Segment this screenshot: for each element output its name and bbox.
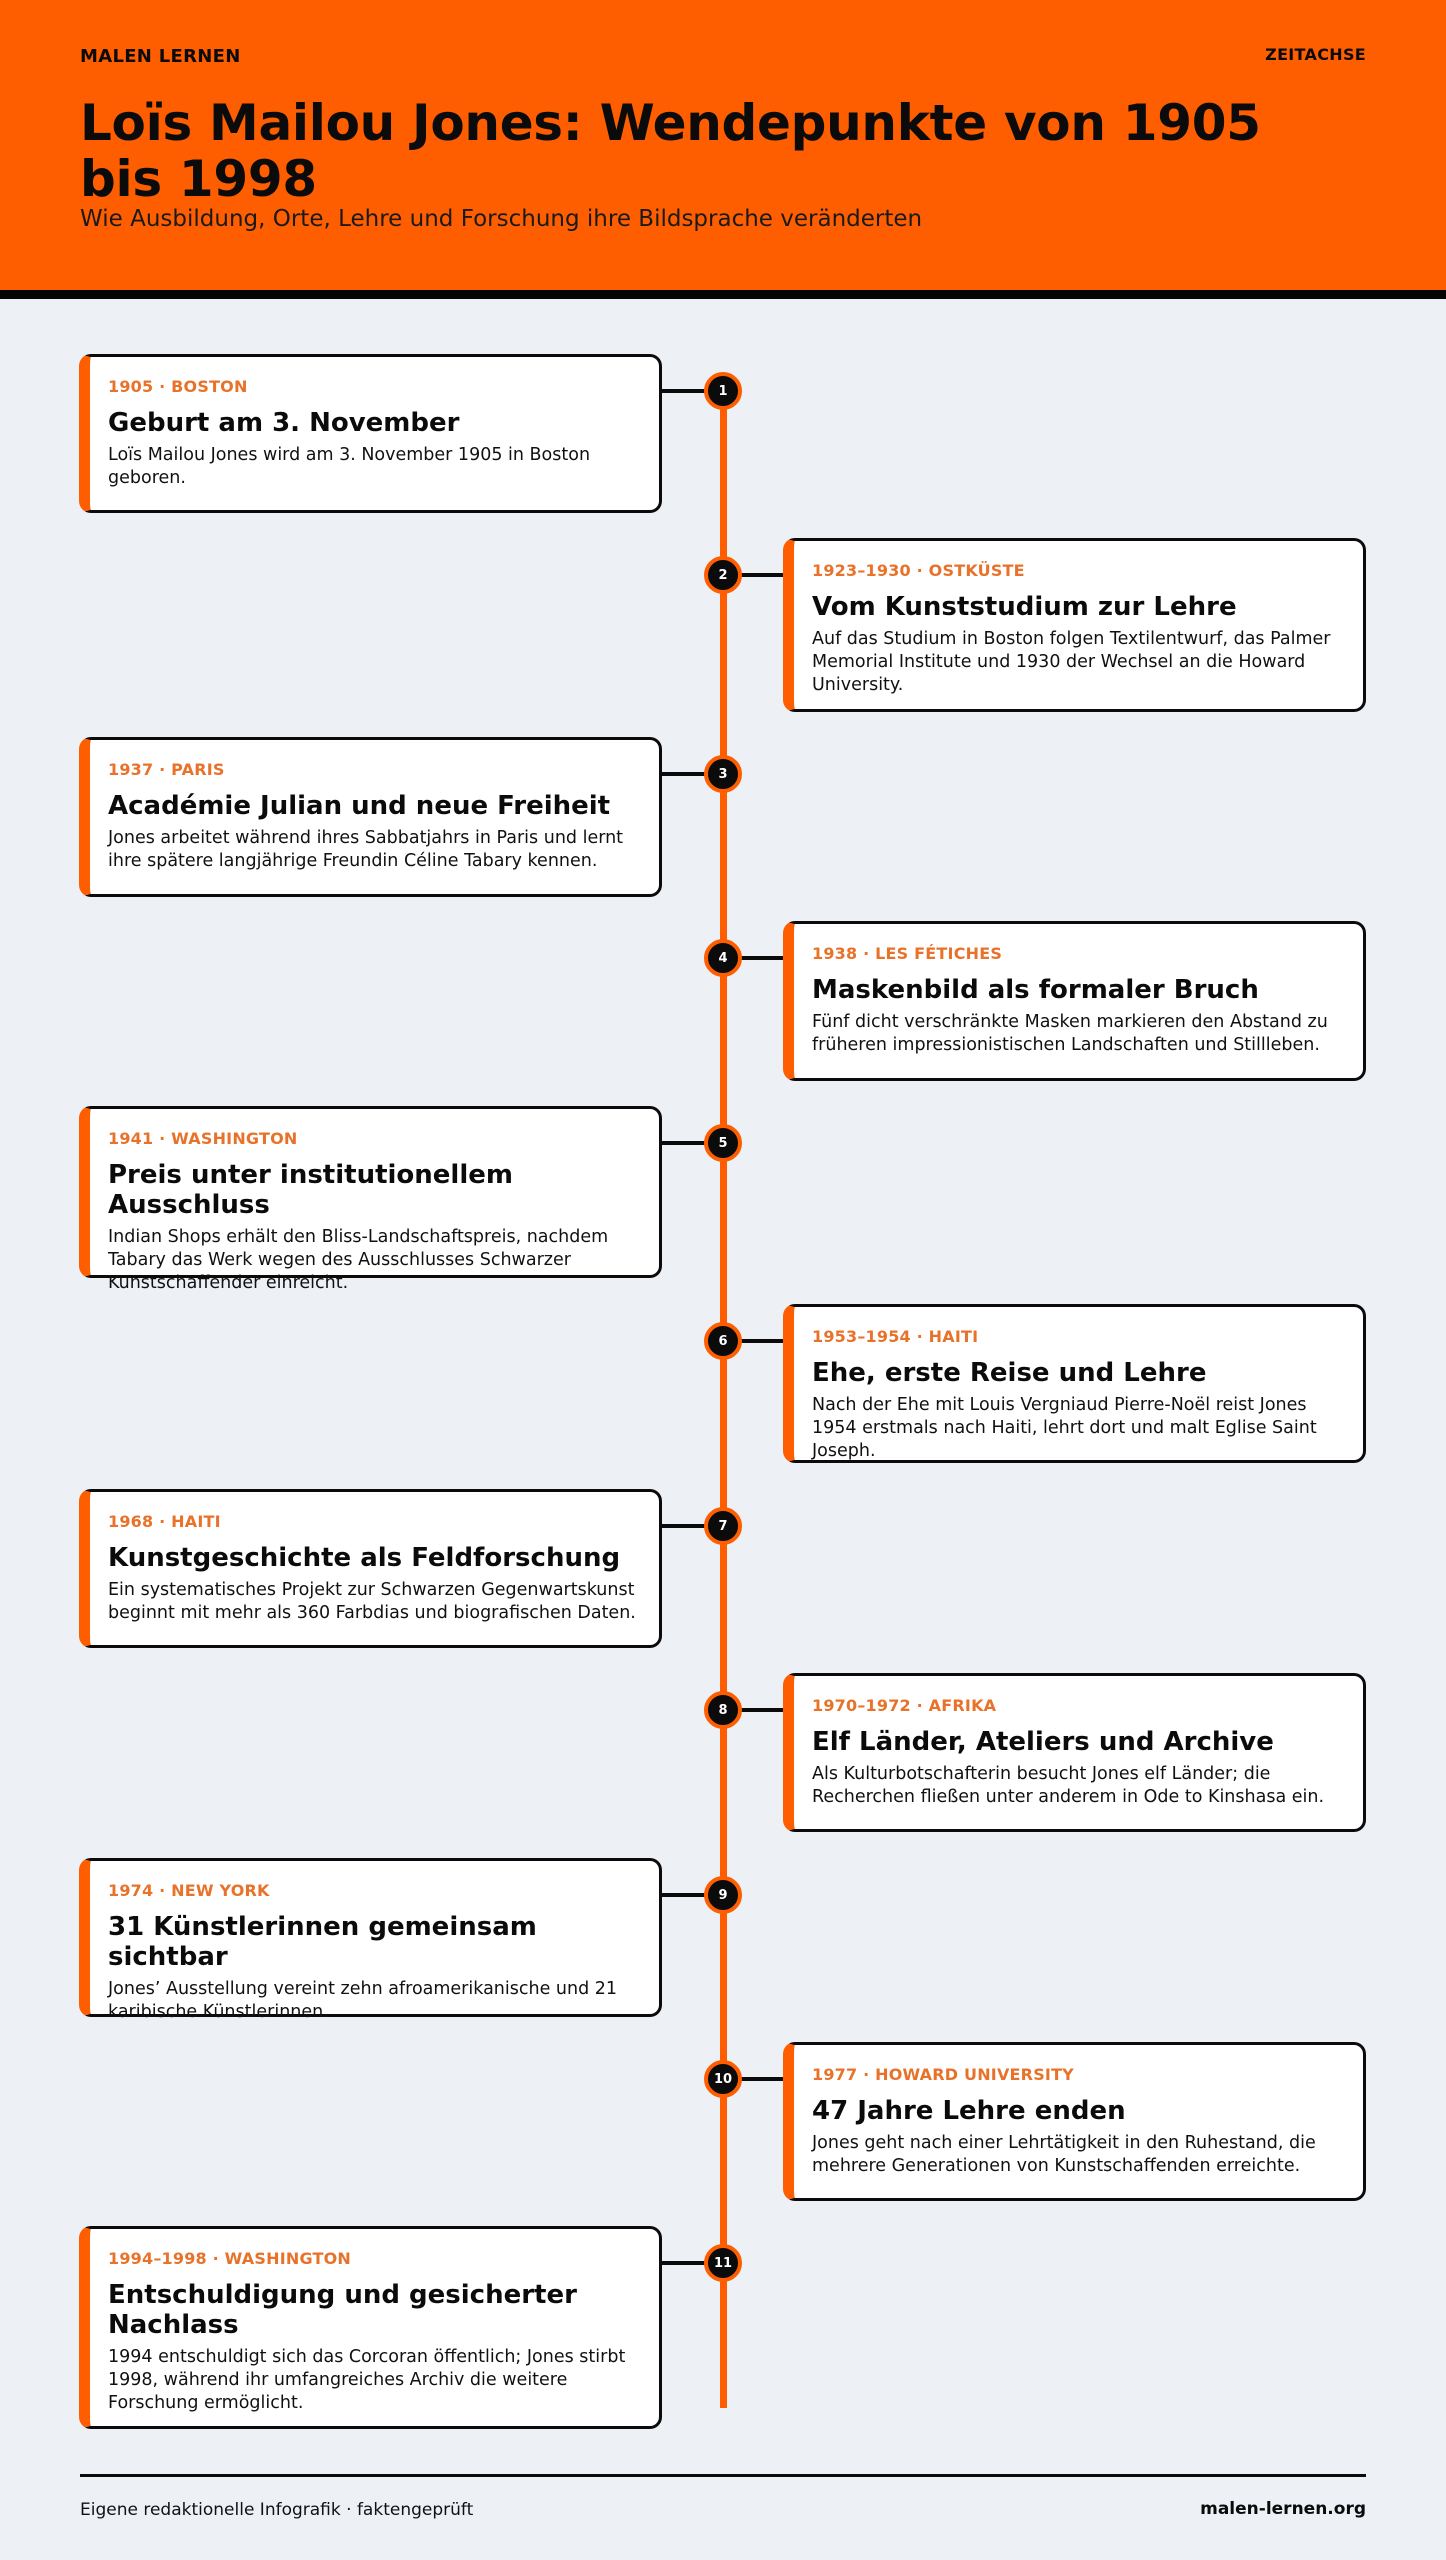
- timeline-node: 5: [704, 1124, 742, 1162]
- event-text: Jones’ Ausstellung vereint zehn afroamerikanische und 21 karibische Künstlerinnen.: [108, 1979, 618, 2022]
- event-text: Jones geht nach einer Lehrtätigkeit in den Ruhestand, die mehrere Generationen von Kunstschaffenden erreichte.: [812, 2133, 1316, 2176]
- page-title: Loïs Mailou Jones: Wendepunkte von 1905 bis 1998: [80, 94, 1261, 208]
- timeline-card: [783, 538, 1366, 712]
- timeline-node: 1: [704, 372, 742, 410]
- event-meta: 1905 · BOSTON: [108, 377, 248, 396]
- event-title: Kunstgeschichte als Feldforschung: [108, 1543, 621, 1573]
- timeline-card: [79, 1106, 662, 1293]
- event-title: Geburt am 3. November: [108, 408, 460, 438]
- timeline-node: 2: [704, 556, 742, 594]
- event-title: Preis unter institutionellem Ausschluss: [108, 1160, 513, 1220]
- brand-label[interactable]: MALEN LERNEN: [80, 46, 241, 67]
- page-subtitle: Wie Ausbildung, Orte, Lehre und Forschung ihre Bildsprache veränderten: [80, 206, 923, 232]
- section-label: ZEITACHSE: [1265, 45, 1366, 64]
- timeline-node: 9: [704, 1876, 742, 1914]
- footer-site-link[interactable]: malen-lernen.org: [1200, 2499, 1366, 2519]
- event-text: 1994 entschuldigt sich das Corcoran öffentlich; Jones stirbt 1998, während ihr umfangreiches Archiv die weitere Forschung ermöglicht.: [108, 2347, 626, 2413]
- event-text: Loïs Mailou Jones wird am 3. November 1905 in Boston geboren.: [108, 445, 591, 488]
- header-divider: [0, 290, 1446, 299]
- event-text: Als Kulturbotschafterin besucht Jones elf Länder; die Recherchen fließen unter anderem in Ode to Kinshasa ein.: [812, 1764, 1325, 1807]
- event-title: 47 Jahre Lehre enden: [812, 2096, 1126, 2126]
- timeline-card: [79, 737, 662, 897]
- footer-note: Eigene redaktionelle Infografik · faktengeprüft: [80, 2500, 474, 2520]
- event-title: Entschuldigung und gesicherter Nachlass: [108, 2280, 577, 2340]
- event-text: Ein systematisches Projekt zur Schwarzen Gegenwartskunst beginnt mit mehr als 360 Farbdias und biografischen Daten.: [108, 1580, 636, 1623]
- event-title: 31 Künstlerinnen gemeinsam sichtbar: [108, 1912, 537, 1972]
- timeline-card: [783, 2042, 1366, 2201]
- timeline-card: [79, 1489, 662, 1648]
- event-text: Nach der Ehe mit Louis Vergniaud Pierre-Noël reist Jones 1954 erstmals nach Haiti, lehrt dort und malt Eglise Saint Joseph.: [812, 1395, 1317, 1461]
- timeline-axis: [720, 390, 727, 1410]
- event-meta: 1974 · NEW YORK: [108, 1881, 270, 1900]
- timeline-node: 3: [704, 755, 742, 793]
- event-meta: 1938 · LES FÉTICHES: [812, 944, 1003, 963]
- timeline-card: [783, 1673, 1366, 1832]
- event-title: Académie Julian und neue Freiheit: [108, 791, 611, 821]
- timeline-node: 4: [704, 939, 742, 977]
- footer-divider: [80, 2474, 1366, 2477]
- timeline-card: [783, 921, 1366, 1081]
- event-text: Jones arbeitet während ihres Sabbatjahrs in Paris und lernt ihre spätere langjährige Freundin Céline Tabary kennen.: [108, 828, 624, 871]
- timeline-node: 6: [704, 1322, 742, 1360]
- timeline-card: [783, 1304, 1366, 1463]
- event-text: Indian Shops erhält den Bliss-Landschaftspreis, nachdem Tabary das Werk wegen des Ausschlusses Schwarzer Kunstschaffender einreicht.: [108, 1227, 609, 1293]
- event-text: Auf das Studium in Boston folgen Textilentwurf, das Palmer Memorial Institute und 1930 der Wechsel an die Howard University.: [812, 629, 1331, 695]
- timeline-node: 10: [704, 2060, 742, 2098]
- event-meta: 1953–1954 · HAITI: [812, 1327, 979, 1346]
- timeline-card: [79, 1858, 662, 2022]
- timeline-node: 8: [704, 1691, 742, 1729]
- event-meta: 1937 · PARIS: [108, 760, 225, 779]
- timeline-card: [79, 354, 662, 513]
- event-title: Elf Länder, Ateliers und Archive: [812, 1727, 1274, 1757]
- timeline-card: [79, 2226, 662, 2429]
- timeline-node: 7: [704, 1507, 742, 1545]
- event-text: Fünf dicht verschränkte Masken markieren den Abstand zu früheren impressionistischen Landschaften und Stillleben.: [812, 1012, 1328, 1055]
- event-title: Maskenbild als formaler Bruch: [812, 975, 1259, 1005]
- event-meta: 1941 · WASHINGTON: [108, 1129, 298, 1148]
- event-meta: 1994–1998 · WASHINGTON: [108, 2249, 352, 2268]
- timeline-node: 11: [704, 2244, 742, 2282]
- event-title: Ehe, erste Reise und Lehre: [812, 1358, 1207, 1388]
- event-meta: 1970–1972 · AFRIKA: [812, 1696, 997, 1715]
- event-title: Vom Kunststudium zur Lehre: [812, 592, 1237, 622]
- event-meta: 1968 · HAITI: [108, 1512, 221, 1531]
- event-meta: 1923–1930 · OSTKÜSTE: [812, 561, 1025, 580]
- event-meta: 1977 · HOWARD UNIVERSITY: [812, 2065, 1074, 2084]
